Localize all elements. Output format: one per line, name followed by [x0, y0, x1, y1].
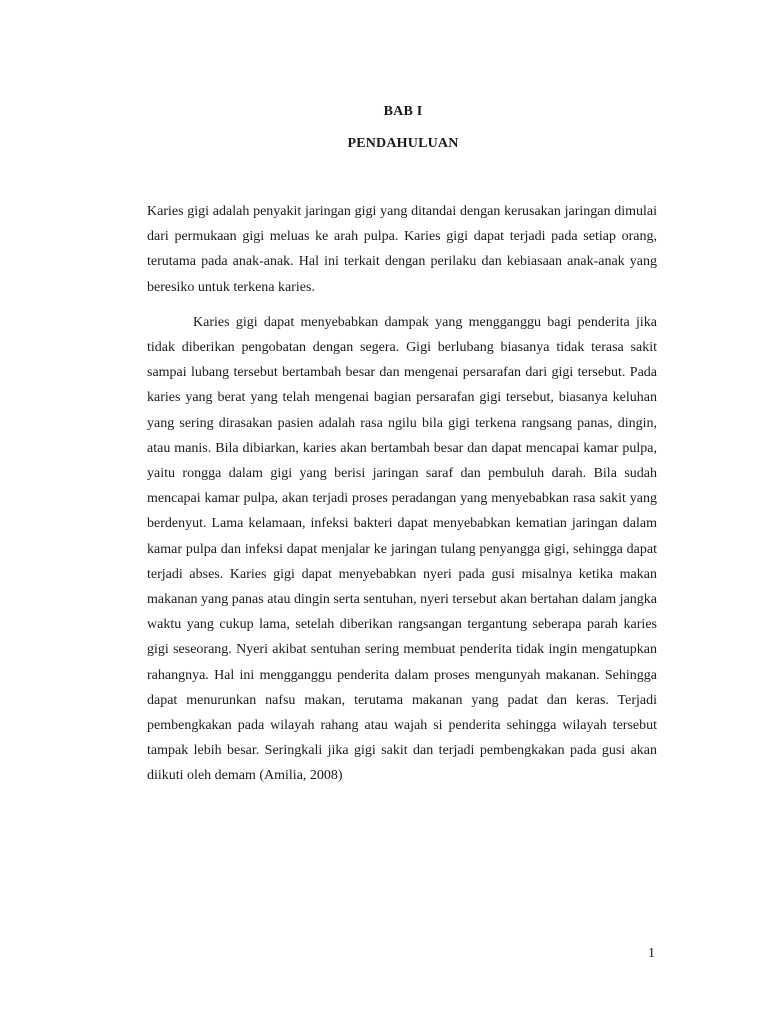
chapter-heading: BAB I: [383, 104, 423, 119]
paragraph-2: Karies gigi dapat menyebabkan dampak yang mengganggu bagi penderita jika tidak diberikan pengobatan dengan segera. Gigi berlubang biasanya tidak terasa sakit sampai lubang tersebut bertambah besar dan mengenai persarafan dari gigi tersebut. Pada karies yang berat yang telah mengenai bagian persarafan gigi tersebut, biasanya keluhan yang sering dirasakan pasien adalah rasa ngilu bila gigi terkena rangsang panas, dingin, atau manis. Bila dibiarkan, karies akan bertambah besar dan dapat mencapai kamar pulpa, yaitu rongga dalam gigi yang berisi jaringan saraf dan pembuluh darah. Bila sudah mencapai kamar pulpa, akan terjadi proses peradangan yang menyebabkan rasa sakit yang berdenyut. Lama kelamaan, infeksi bakteri dapat menyebabkan kematian jaringan dalam kamar pulpa dan infeksi dapat menjalar ke jaringan tulang penyangga gigi, sehingga dapat terjadi abses. Karies gigi dapat menyebabkan nyeri pada gusi misalnya ketika makan makanan yang panas atau dingin serta sentuhan, nyeri tersebut akan bertahan dalam jangka waktu yang cukup lama, setelah diberikan rangsangan tergantung seberapa parah karies gigi seseorang. Nyeri akibat sentuhan sering membuat penderita tidak ingin mengatupkan rahangnya. Hal ini mengganggu penderita dalam proses mengunyah makanan. Sehingga dapat menurunkan nafsu makan, terutama makanan yang padat dan keras. Terjadi pembengkakan pada wilayah rahang atau wajah si penderita sehingga wilayah tersebut tampak lebih besar. Seringkali jika gigi sakit dan terjadi pembengkakan pada gusi akan diikuti oleh demam (Amilia, 2008): [147, 314, 657, 784]
paragraph-1: Karies gigi adalah penyakit jaringan gigi yang ditandai dengan kerusakan jaringan dimulai dari permukaan gigi meluas ke arah pulpa. Karies gigi dapat terjadi pada setiap orang, terutama pada anak-anak. Hal ini terkait dengan perilaku dan kebiasaan anak-anak yang beresiko untuk terkena karies.: [147, 204, 657, 295]
page-number: 1: [648, 946, 655, 961]
body-text: [147, 199, 657, 789]
chapter-title: PENDAHULUAN: [347, 136, 459, 151]
